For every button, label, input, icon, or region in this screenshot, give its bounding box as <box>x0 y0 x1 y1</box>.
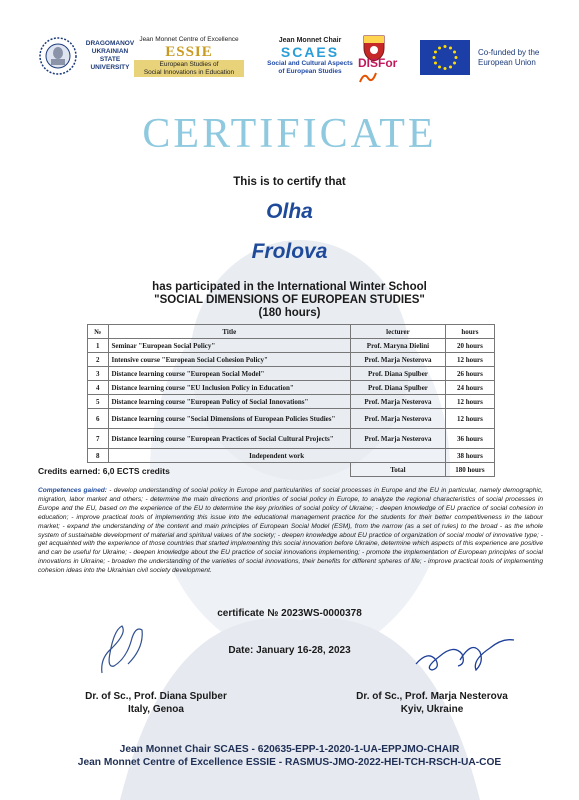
lecturer: Prof. Maryna Dielini <box>351 339 446 353</box>
column-header-number: № <box>88 325 109 339</box>
table-header-row <box>88 325 495 339</box>
eu-star-icon <box>453 62 456 65</box>
signer-right-name: Dr. of Sc., Prof. Marja Nesterova <box>356 691 508 702</box>
dragomanov-line: UKRAINIAN <box>91 48 129 55</box>
hours: 36 hours <box>445 429 494 449</box>
essie-top-text: Jean Monnet Centre of Excellence <box>139 36 239 43</box>
competences-text: - develop understanding of social policy in Europe and particularities of social processes in Europe and the EU in particular, namely demographic, migration, labor market and others; - determine the main directions and priorities of social policy in Europe, to analyze the regional characteristics of social processes in Europe and the EU, based on the experience of the EU to determine the key priorities of social policy of Ukraine; - deepen knowledge of EU practice of social cohesion in education; - improve practical tools of implementing this issue into the educational management practice for the students for their better competitiveness in the labour market; - expand the understanding of the content and main principles of European Social Model (ESM), from the narrow (as a set of rules) to the broad - as the whole system of sustainable development of material and spiritual values of the society; - deepen knowledge about EU practice of organization of social model of innovative type; - get acquainted with the experience of those countries that started implementing this social innovation before Ukraine, determine which aspects of this experience are positive and can be useful for Ukraine; - deepen knowledge about the EU practice of social innovations implementing; - promote the implementation of European principles of social innovations in Ukraine; - broaden the understanding of the varieties of social innovations, their benefits for different spheres of life; - improve practical tools of implementing cohesion ideas into the Ukrainian civil society development. <box>38 487 543 575</box>
eu-cofunded-logo <box>420 40 570 82</box>
total-label: Total <box>351 463 446 477</box>
row-number: 3 <box>88 367 109 381</box>
program-name: "SOCIAL DIMENSIONS OF EUROPEAN STUDIES" <box>154 294 425 306</box>
dragomanov-logo <box>38 34 138 82</box>
footer-line: Jean Monnet Chair SCAES - 620635-EPP-1-2020-1-UA-EPPJMO-CHAIR <box>119 744 460 755</box>
course-title: Independent work <box>108 449 445 463</box>
column-header-lecturer: lecturer <box>351 325 446 339</box>
eu-flag-icon <box>420 40 470 75</box>
essie-wordmark: ESSIE <box>165 44 213 60</box>
course-title: Intensive course "European Social Cohesion Policy" <box>108 353 351 367</box>
lecturer: Prof. Marja Nesterova <box>351 395 446 409</box>
row-number: 6 <box>88 409 109 429</box>
hours: 26 hours <box>445 367 494 381</box>
eu-star-icon <box>455 56 458 59</box>
certify-statement: This is to certify that <box>233 176 346 188</box>
signer-left-name: Dr. of Sc., Prof. Diana Spulber <box>85 691 227 702</box>
disfor-mark-icon <box>358 70 378 84</box>
certificate-title: CERTIFICATE <box>142 111 437 157</box>
eu-star-icon <box>438 46 441 49</box>
table-row <box>88 339 495 353</box>
hours: 12 hours <box>445 353 494 367</box>
hours: 38 hours <box>445 449 494 463</box>
scaes-subtitle-line: Social and Cultural Aspects <box>267 60 353 67</box>
eu-star-icon <box>449 66 452 69</box>
hours: 24 hours <box>445 381 494 395</box>
eu-star-icon <box>453 51 456 54</box>
essie-subtitle <box>134 60 244 77</box>
disfor-logo <box>358 56 398 90</box>
recipient-first-name: Olha <box>266 200 313 223</box>
logo-strip <box>38 34 568 90</box>
signature-right <box>410 630 520 676</box>
hours: 20 hours <box>445 339 494 353</box>
scaes-subtitle-line: of European Studies <box>278 68 342 75</box>
eu-star-icon <box>434 62 437 65</box>
certificate-date: Date: January 16-28, 2023 <box>228 645 351 656</box>
dragomanov-line: UNIVERSITY <box>90 64 130 71</box>
participation-line: has participated in the International Winter School <box>152 281 427 293</box>
scaes-subtitle <box>260 60 360 76</box>
competences-label: Competences gained: <box>38 487 107 494</box>
course-table <box>87 324 495 477</box>
course-table-wrapper <box>87 324 495 477</box>
row-number: 1 <box>88 339 109 353</box>
table-row <box>88 409 495 429</box>
signer-right <box>322 690 542 716</box>
row-number: 5 <box>88 395 109 409</box>
course-title: Distance learning course "European Policy of Social Innovations" <box>108 395 351 409</box>
recipient-last-name: Frolova <box>251 240 328 263</box>
scaes-top-text: Jean Monnet Chair <box>278 37 342 44</box>
hours: 12 hours <box>445 409 494 429</box>
lecturer: Prof. Marja Nesterova <box>351 429 446 449</box>
course-title: Distance learning course "European Social Model" <box>108 367 351 381</box>
disfor-wordmark: DISFor <box>358 56 398 70</box>
row-number: 7 <box>88 429 109 449</box>
eu-star-icon <box>449 46 452 49</box>
lecturer: Prof. Diana Spulber <box>351 381 446 395</box>
essie-subtitle-line: European Studies of <box>159 61 219 68</box>
row-number: 8 <box>88 449 109 463</box>
hours: 12 hours <box>445 395 494 409</box>
table-row <box>88 429 495 449</box>
competences-paragraph <box>38 487 543 576</box>
lecturer: Prof. Marja Nesterova <box>351 353 446 367</box>
table-row <box>88 381 495 395</box>
footer-line: Jean Monnet Centre of Excellence ESSIE - RASMUS-JMO-2022-HEI-TCH-RSCH-UA-COE <box>77 757 502 768</box>
eu-star-icon <box>434 51 437 54</box>
total-hours: 180 hours <box>445 463 494 477</box>
row-number: 4 <box>88 381 109 395</box>
column-header-hours: hours <box>445 325 494 339</box>
table-row <box>88 353 495 367</box>
dragomanov-line: STATE <box>99 56 121 63</box>
course-title: Distance learning course "European Practices of Social Cultural Projects" <box>108 429 351 449</box>
signer-left <box>46 690 266 716</box>
lecturer: Prof. Marja Nesterova <box>351 409 446 429</box>
footer-grants <box>0 743 579 769</box>
scaes-logo <box>260 36 360 82</box>
essie-subtitle-line: Social Innovations in Education <box>143 68 235 76</box>
lecturer: Prof. Diana Spulber <box>351 367 446 381</box>
course-title: Distance learning course "EU Inclusion Policy in Education" <box>108 381 351 395</box>
scaes-wordmark: SCAES <box>280 44 340 60</box>
eu-text-line: European Union <box>478 58 536 67</box>
program-hours: (180 hours) <box>258 307 321 319</box>
eu-star-icon <box>433 56 436 59</box>
table-row <box>88 367 495 381</box>
table-row <box>88 449 495 463</box>
eu-text-line: Co-funded by the <box>478 48 540 57</box>
course-title: Seminar "European Social Policy" <box>108 339 351 353</box>
column-header-title: Title <box>108 325 351 339</box>
eu-star-icon <box>438 66 441 69</box>
signer-right-location: Kyiv, Ukraine <box>400 704 464 715</box>
course-title: Distance learning course "Social Dimensions of European Policies Studies" <box>108 409 351 429</box>
eu-star-icon <box>444 67 447 70</box>
table-row <box>88 395 495 409</box>
eu-star-icon <box>444 45 447 48</box>
credits-earned: Credits earned: 6,0 ECTS credits <box>38 466 170 476</box>
participation-statement <box>0 281 579 320</box>
signer-left-location: Italy, Genoa <box>128 704 184 715</box>
row-number: 2 <box>88 353 109 367</box>
certificate-number: certificate № 2023WS-0000378 <box>217 608 362 619</box>
dragomanov-line: DRAGOMANOV <box>85 40 135 47</box>
university-seal-icon <box>38 36 78 76</box>
essie-logo <box>134 36 244 82</box>
